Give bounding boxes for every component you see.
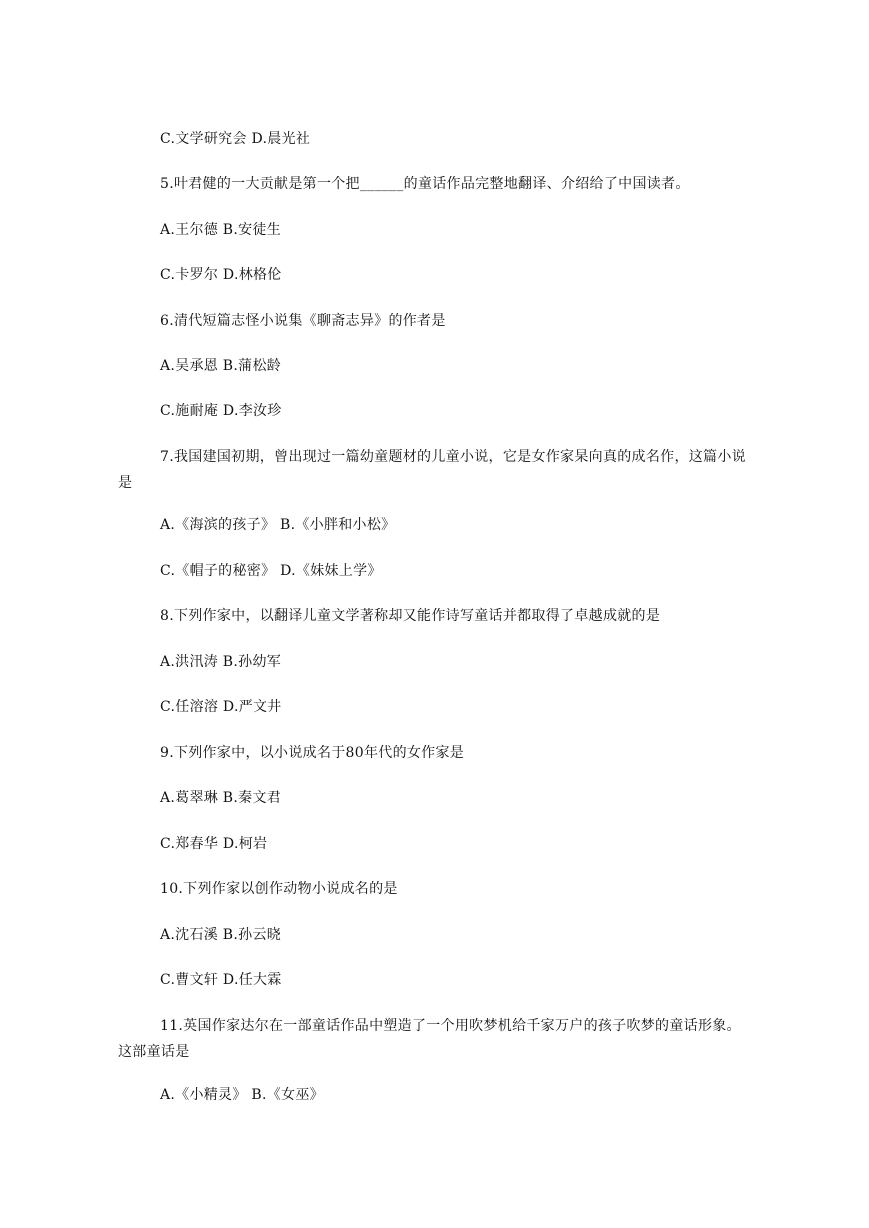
question-11: 11.英国作家达尔在一部童话作品中塑造了一个用吹梦机给千家万户的孩子吹梦的童话形象。这部童话是 [118,1018,741,1060]
option-line-q6-cd: C.施耐庵 D.李汝珍 [160,403,282,419]
option-line-q8-cd: C.任溶溶 D.严文井 [160,699,282,715]
option-line-q7-ab: A.《海滨的孩子》 B.《小胖和小松》 [160,517,396,533]
option-line-q5-cd: C.卡罗尔 D.林格伦 [160,267,282,283]
question-9: 9.下列作家中，以小说成名于80年代的女作家是 [160,745,465,761]
option-line-q7-cd: C.《帽子的秘密》 D.《妹妹上学》 [160,563,382,579]
question-6: 6.清代短篇志怪小说集《聊斋志异》的作者是 [160,313,446,329]
question-10: 10.下列作家以创作动物小说成名的是 [160,881,398,897]
option-line-q10-ab: A.沈石溪 B.孙云晓 [160,927,282,943]
option-line-q11-ab: A.《小精灵》 B.《女巫》 [160,1087,324,1103]
option-line-q4-cd: C.文学研究会 D.晨光社 [160,131,311,147]
option-line-q9-cd: C.郑春华 D.柯岩 [160,836,268,852]
question-5: 5.叶君健的一大贡献是第一个把______的童话作品完整地翻译、介绍给了中国读者。 [160,176,690,192]
option-line-q6-ab: A.吴承恩 B.蒲松龄 [160,358,282,374]
option-line-q9-ab: A.葛翠琳 B.秦文君 [160,790,282,806]
option-line-q8-ab: A.洪汛涛 B.孙幼军 [160,654,282,670]
question-7: 7.我国建国初期，曾出现过一篇幼童题材的儿童小说，它是女作家杲向真的成名作，这篇小说是 [118,449,746,491]
option-line-q5-ab: A.王尔德 B.安徒生 [160,222,282,238]
question-8: 8.下列作家中，以翻译儿童文学著称却又能作诗写童话并都取得了卓越成就的是 [160,608,661,624]
option-line-q10-cd: C.曹文轩 D.任大霖 [160,972,282,988]
